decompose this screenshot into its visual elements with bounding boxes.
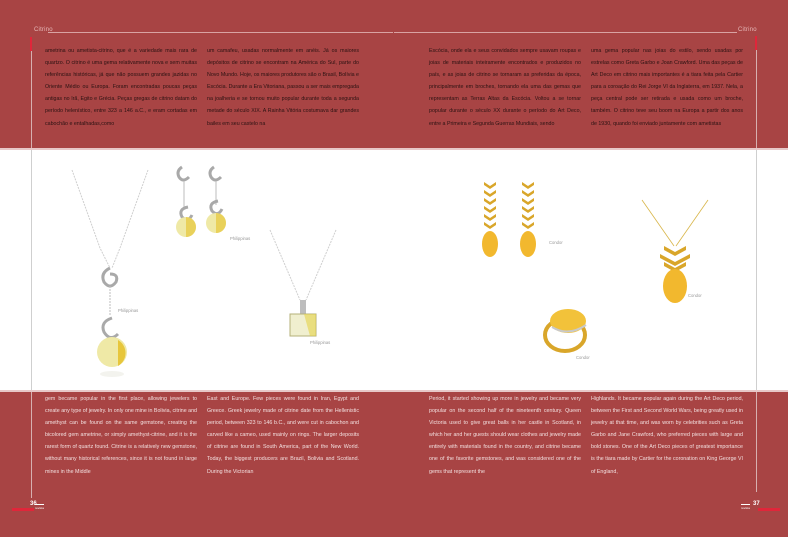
text-column-pt-1 xyxy=(45,45,197,130)
section-label-right: Citrino xyxy=(738,27,757,33)
caption-rectangular-pendant: Philippinas xyxy=(310,340,331,345)
margin-line-left-band xyxy=(31,150,32,390)
pineapple-earrings-image xyxy=(478,178,550,268)
caption-swirl-earrings: Philippinas xyxy=(230,236,251,241)
caption-pineapple-pendant: Condor xyxy=(688,293,702,298)
paragraph: um camafeu, usadas normalmente em anéis. Já os maiores depósitos de citrino se encontram na América do Sul, parte do Novo Mundo. Hoje, os maiores produtores são o Brasil, Bolívia e Escócia. Durante a Era Vitoriana, passou a ser mais empregada na joalheria e se tornou muito popular durante toda a segunda metade do século XIX. A Rainha Vitória costumava dar grandes bailes em seu castelo na xyxy=(207,48,359,127)
folio-logo-left: revista xyxy=(35,506,44,510)
pineapple-pendant-image xyxy=(640,198,710,308)
caption-ring: Condor xyxy=(576,355,590,360)
section-label-left: Citrino xyxy=(34,27,53,33)
band-edge-bottom xyxy=(0,390,788,392)
text-column-pt-4 xyxy=(591,45,743,130)
folio-bar-right xyxy=(758,508,780,511)
swirl-necklace-image xyxy=(70,168,160,378)
page-number-right: 37 xyxy=(753,501,760,507)
paragraph: East and Europe. Few pieces were found in Iran, Egypt and Greece. Greek jewelry made of citrine date from the Hellenistic period, between 323 to 146 b.C., and were cut in cabochon and carved like a cameo, used mainly on rings. The larger deposits of citrine are found in South America, part of the New World. Today, the biggest producers are Brazil, Bolivia and Scotland. During the Victorian xyxy=(207,396,359,475)
text-column-pt-2 xyxy=(207,45,359,130)
header-rule-left xyxy=(48,32,393,33)
text-column-en-1 xyxy=(45,393,197,478)
paragraph: gem became popular in the first place, allowing jewelers to create any type of jewelry. In only one mine in Bolivia, citrine and amethyst can be found on the same gemstone, creating the bicolored gem ametrine, or simply amethyst-citrine, and it is the rarest form of quartz found. Citrine is a relatively new gemstone, without many historical references, since it is not found in large mines in the Middle xyxy=(45,396,197,475)
caption-swirl-necklace: Philippinas xyxy=(118,308,139,313)
text-column-pt-3 xyxy=(429,45,581,130)
paragraph: Highlands. It became popular again during the Art Deco period, between the First and Second World Wars, being greatly used in jewelry at that time, and was worn by celebrities such as Greta Garbo and Jane Crawford, who preferred pieces with large and bold stones. One of the Art Deco pieces of greatest importance is the tiara made by Cartier for the coronation on King George VI of England, xyxy=(591,396,743,475)
jewelry-photo-band xyxy=(0,150,788,390)
paragraph: uma gema popular nas joias do estilo, sendo usadas por estrelas como Greta Garbo e Joan Crawford. Uma das peças de Art Deco em citrino mais importantes é a tiara feita pela Cartier para a coroação do Rei Jorge VI da Inglaterra, em 1937. Nela, a peça central pode ser retirada e usada como um broche, também. O citrino teve seu boom na Europa a partir dos anos de 1930, quando foi enviado juntamente com ametistas xyxy=(591,48,743,127)
rectangular-pendant-image xyxy=(268,228,338,348)
citrine-ring-image xyxy=(540,305,590,355)
paragraph: Escócia, onde ela e seus convidados sempre usavam roupas e joias de materiais inteiramente encontrados e produzidos no país, e as joias de citrino se tornaram as preferidas da época, principalmente em broches, tornando ela uma das gemas que representam as Terras Altas da Escócia. Voltou a se tornar popular durante o século XX durante o período do Art Deco, entre a Primeira e Segunda Guerras Mundiais, sendo xyxy=(429,48,581,127)
text-column-en-2 xyxy=(207,393,359,478)
margin-accent-right xyxy=(755,36,757,50)
header-rule-right xyxy=(394,32,737,33)
margin-accent-left xyxy=(30,37,32,51)
folio-bar-left xyxy=(12,508,34,511)
text-column-en-3 xyxy=(429,393,581,478)
caption-pineapple-earrings: Condor xyxy=(549,240,563,245)
text-column-en-4 xyxy=(591,393,743,478)
paragraph: ametrina ou ametista-citrino, que é a variedade mais rara de quartzo. O citrino é uma gema relativamente nova e sem muitas referências históricas, já que não possuem grandes jazidas no Oriente Médio ou Europa. Foram encontradas poucas peças antigas no Irã, Egito e Grécia. Peças gregas de citrino datam do período helenístico, entre 323 a 146 a.C., e eram cortadas em cabochão e entalhadas,como xyxy=(45,48,197,127)
folio-logo-right: revista xyxy=(741,506,750,510)
swirl-earrings-image xyxy=(172,165,232,250)
paragraph: Period, it started showing up more in jewelry and became very popular on the second half of the nineteenth century. Queen Victoria used to give great balls in her castle in Scotland, in which her and her guests should wear clothes and jewelry made entirely with materials found in the country, and citrine became one of the favorite gemstones, and was considered one of the gems that represent the xyxy=(429,396,581,475)
page-number-left: 36 xyxy=(30,501,37,507)
margin-line-right-band xyxy=(756,150,757,390)
